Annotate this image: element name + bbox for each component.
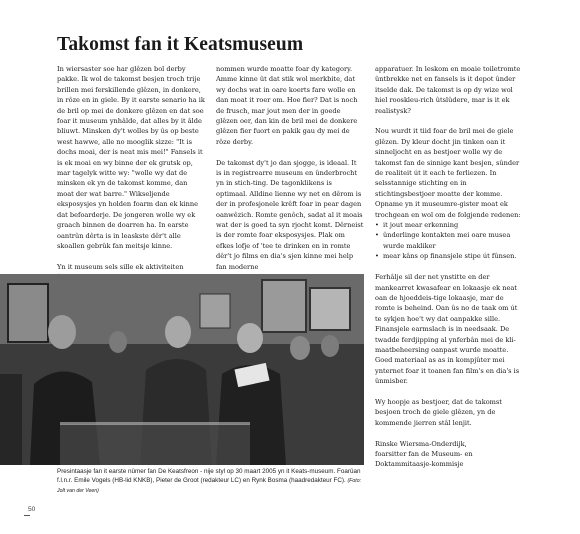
signature-role: foarsitter fan de Museum- en Doktammitaasje-kommisje [375,449,473,469]
event-photo [0,274,364,465]
paragraph: Wy hoopje as bestjoer, dat de takomst besjoen troch de giele glêzen, yn de kommende jierren stâl lenjit. [375,397,502,427]
column-1 [57,64,205,283]
paragraph: In wiersaster soe har glêzen bol derby pakke. Ik wol de takomst besjen troch trije brillen mei ferskillende glêzen, in donkere, in rôze en in giele. By it earste senario ha ik de bril op mei de donkere glêzen en dat soe foar it museum ynhâlde, dat alles by it âlde bliuwt. Minsken dy't wolles by ûs op beste west hawwe, alle no mooglik sizze: "It is dochs moai, der is neat mis mei!" Fansels it is ek moai en wy binne der ek grutsk op, mar tagelyk witte wy: "wolle wy dat de minsken ek yn de takomst komme, dan moat der wat barre." Wikseljende eksposysjes yn holden foarm dan ek kinne dat befoarderje. De jongeren wolle wy ek graach binnen de doarren ha. In earste oantrûn dêrta is in leaskste dêr't alle skoallen gebrûk fan meitsje kinne. [57,65,205,250]
signature-name: Rinske Wiersma-Onderdijk, [375,439,467,448]
paragraph: Yn it museum sels sille ek aktiviteiten [57,262,184,271]
caption-text: Presintaasje fan it earste nûmer fan De Keatsfreon - nije styl op 30 maart 2005 yn it Keats-museum. Foarûan f.l.n.r. Emile Vogels (HB-lid KNKB), Pieter de Groot (redakteur LC) en Rynk Bosma (haadredakteur FC). [57,468,361,484]
photo-illustration [0,274,364,465]
column-3 [375,64,525,470]
paragraph: Ferhâlje sil der net ynstitte en der mankearret kwasafear en lokaasje ek neat oan de hjoeddeis-tige lokaasje, mar de romte is beheind. Oan ûs no de taak om út te sykjen hoe't wy dat oanpakke sille. Finansjele earmslach is in needsaak. De twadde ferdjipping al ynferbân mei de kli-maatbeheersing oanpast wurde moatte. Goed materiaal as as in kompjûter mei ynternet foar it toanen fan film's en dia's is ûnmisber. [375,273,520,386]
list-item: • it jout mear erkenning [375,220,525,230]
photo-credit: (Foto: Jolt van der Veen) [57,478,362,494]
photo-caption [57,467,367,496]
page-number: 50 [28,506,36,513]
paragraph: nommen wurde moatte foar dy kategory. Amme kinne ût dat stik wol merkbite, dat wy dochs wat in oare koerts fare wolle en dan moat it roer om. Hoe fier? Dat is noch de frusch, mar jout men der in goede glêzen oer, dan kin de bril mei de donkere glêzen fier fuort en pakik gau dy mei de rôze derby. [216,65,358,146]
paragraph: apparatuer. In leskom en moaie toiletromte ûntbrekke net en fansels is it depot ûnder itselde dak. De takomst is op dy wize wol hiel rooskleu-rich ûtslûdere, mar is it ek realistysk? [375,65,521,115]
article-title: Takomst fan it Keatsmuseum [57,34,304,55]
paragraph: Nou wurdt it tiid foar de bril mei de giele glêzen. Dy kleur docht jin tinken oan it sinneljocht en as bestjoer wolle wy de takomst fan de sinnige kant besjen, sûnder de realiteit út it each te ferliezen. In selsstannige stichting en in stichtingsbestjoer moatte der komme. Opname yn it museumre-gister moat ek trochgean en wol om de folgjende redenen: [375,127,521,219]
page-number-rule [24,515,30,516]
paragraph: De takomst dy't jo dan sjogge, is ideaal. It is in registrearre museum en ûnderbrocht yn in stich-ting. De tagonklikens is optimaal. Alldine lienne wy net en dêrom is der in profesjonele krêft foar in pear dagen oanwêzich. Romte genôch, sadat al it moais wat der is goed ta syn rjocht komt. Dêrneist is der romte foar eksposysjes. Plak om efkes lofje of 'tee te drinken en in romte dêr't jo films en dia's sjen kinne mei help fan moderne [216,158,364,271]
list-item: • mear kâns op finansjele stipe út fûnsen. [375,251,525,261]
column-2 [216,64,364,272]
bullet-list [375,220,525,262]
list-item: • ûnderlinge kontakten mei oare musea wurde makliker [375,230,525,251]
